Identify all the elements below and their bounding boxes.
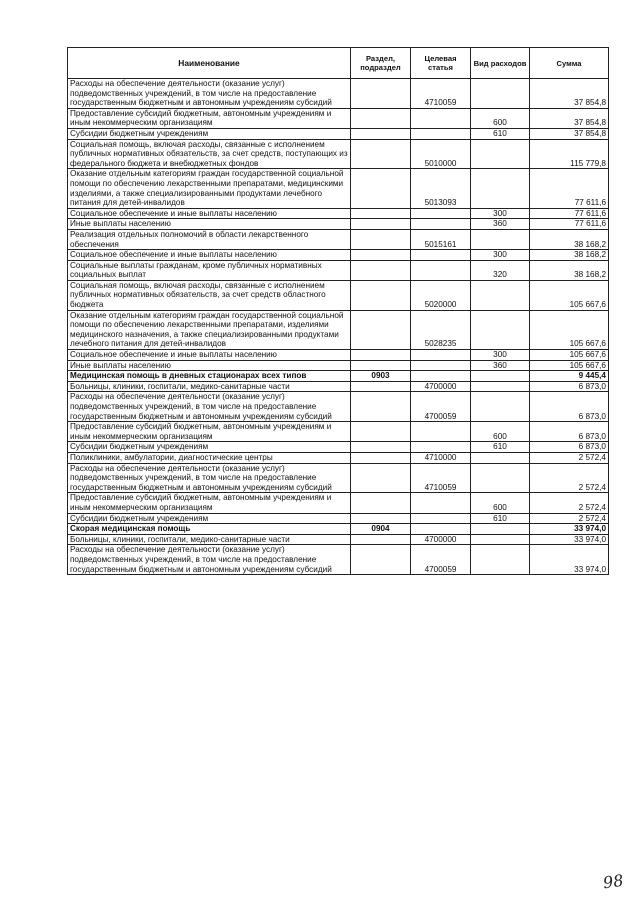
cell-section — [351, 381, 411, 392]
table-row — [68, 442, 609, 453]
table-row — [68, 229, 609, 249]
table-row — [68, 250, 609, 261]
cell-sum: 2 572,4 — [530, 463, 609, 493]
cell-name: Расходы на обеспечение деятельности (оказание услуг) подведомственных учреждений, в том числе на предоставление государственным бюджетным и автономным учреждениям субсидий — [68, 392, 351, 422]
cell-section — [351, 250, 411, 261]
cell-sum: 33 974,0 — [530, 534, 609, 545]
cell-sum: 77 611,6 — [530, 169, 609, 208]
cell-sum: 105 667,6 — [530, 280, 609, 310]
cell-name: Оказание отдельным категориям граждан государственной социальной помощи по обеспечению лекарственными препаратами, медицинскими изделиями, а также специализированными продуктами лечебного питания для детей-инвалидов — [68, 169, 351, 208]
table-body — [68, 79, 609, 575]
cell-sum: 38 168,2 — [530, 250, 609, 261]
cell-target: 4700000 — [411, 381, 471, 392]
cell-sum: 105 667,6 — [530, 310, 609, 349]
cell-sum: 6 873,0 — [530, 442, 609, 453]
table-row — [68, 493, 609, 513]
cell-sum: 6 873,0 — [530, 392, 609, 422]
cell-sum: 2 572,4 — [530, 452, 609, 463]
cell-target: 4700059 — [411, 392, 471, 422]
cell-name: Предоставление субсидий бюджетным, автономным учреждениям и иным некоммерческим организациям — [68, 108, 351, 128]
cell-sum: 6 873,0 — [530, 381, 609, 392]
table-row — [68, 208, 609, 219]
cell-type — [471, 392, 530, 422]
cell-target: 4700000 — [411, 534, 471, 545]
cell-name: Предоставление субсидий бюджетным, автономным учреждениям и иным некоммерческим организациям — [68, 422, 351, 442]
cell-section — [351, 350, 411, 361]
cell-type: 300 — [471, 350, 530, 361]
cell-target: 4710000 — [411, 452, 471, 463]
cell-section — [351, 169, 411, 208]
cell-name: Расходы на обеспечение деятельности (оказание услуг) подведомственных учреждений, в том числе на предоставление государственным бюджетным и автономным учреждениям субсидий — [68, 545, 351, 575]
cell-type — [471, 381, 530, 392]
cell-target: 5015161 — [411, 229, 471, 249]
cell-target — [411, 524, 471, 535]
cell-name: Расходы на обеспечение деятельности (оказание услуг) подведомственных учреждений, в том числе на предоставление государственным бюджетным и автономным учреждениям субсидий — [68, 463, 351, 493]
cell-name: Субсидии бюджетным учреждениям — [68, 513, 351, 524]
cell-section — [351, 310, 411, 349]
column-header-name: Наименование — [68, 48, 351, 79]
cell-sum: 105 667,6 — [530, 360, 609, 371]
cell-section — [351, 513, 411, 524]
table-row — [68, 463, 609, 493]
cell-target — [411, 219, 471, 230]
cell-sum: 6 873,0 — [530, 422, 609, 442]
table-row — [68, 139, 609, 169]
cell-section — [351, 422, 411, 442]
cell-sum: 33 974,0 — [530, 524, 609, 535]
cell-name: Поликлиники, амбулатории, диагностические центры — [68, 452, 351, 463]
cell-sum: 115 779,8 — [530, 139, 609, 169]
cell-section — [351, 534, 411, 545]
cell-name: Социальное обеспечение и иные выплаты населению — [68, 250, 351, 261]
table-row — [68, 545, 609, 575]
cell-type: 600 — [471, 108, 530, 128]
budget-table — [67, 47, 609, 575]
cell-section — [351, 219, 411, 230]
cell-name: Субсидии бюджетным учреждениям — [68, 128, 351, 139]
cell-section — [351, 463, 411, 493]
cell-sum: 38 168,2 — [530, 229, 609, 249]
cell-target — [411, 360, 471, 371]
cell-type — [471, 463, 530, 493]
table-row — [68, 79, 609, 109]
cell-sum: 105 667,6 — [530, 350, 609, 361]
cell-section — [351, 452, 411, 463]
cell-target: 5010000 — [411, 139, 471, 169]
cell-section — [351, 360, 411, 371]
cell-section — [351, 545, 411, 575]
cell-section — [351, 280, 411, 310]
cell-type: 610 — [471, 513, 530, 524]
cell-target — [411, 128, 471, 139]
cell-sum: 77 611,6 — [530, 219, 609, 230]
cell-target — [411, 250, 471, 261]
table-row — [68, 169, 609, 208]
cell-section — [351, 128, 411, 139]
cell-name: Больницы, клиники, госпитали, медико-санитарные части — [68, 381, 351, 392]
table-row — [68, 452, 609, 463]
page-number: 98 — [601, 870, 625, 893]
cell-name: Социальное обеспечение и иные выплаты населению — [68, 350, 351, 361]
cell-sum: 38 168,2 — [530, 260, 609, 280]
table-row — [68, 360, 609, 371]
table-row — [68, 280, 609, 310]
cell-section — [351, 229, 411, 249]
cell-target — [411, 260, 471, 280]
cell-section — [351, 493, 411, 513]
cell-type: 610 — [471, 442, 530, 453]
cell-target — [411, 371, 471, 382]
table-row — [68, 381, 609, 392]
table-row — [68, 128, 609, 139]
cell-section — [351, 392, 411, 422]
column-header-section: Раздел, подраздел — [351, 48, 411, 79]
cell-type — [471, 280, 530, 310]
cell-type — [471, 79, 530, 109]
table-header-row — [68, 48, 609, 79]
cell-target — [411, 513, 471, 524]
cell-section — [351, 79, 411, 109]
cell-section — [351, 208, 411, 219]
table-row — [68, 392, 609, 422]
cell-name: Иные выплаты населению — [68, 360, 351, 371]
cell-name: Оказание отдельным категориям граждан государственной социальной помощи по обеспечению лекарственными препаратами, изделиями медицинского назначения, а также специализированными продуктами лечебного питания для детей-инвалидов — [68, 310, 351, 349]
cell-type — [471, 310, 530, 349]
cell-sum: 2 572,4 — [530, 513, 609, 524]
cell-name: Субсидии бюджетным учреждениям — [68, 442, 351, 453]
cell-name: Иные выплаты населению — [68, 219, 351, 230]
cell-type — [471, 169, 530, 208]
cell-name: Реализация отдельных полномочий в области лекарственного обеспечения — [68, 229, 351, 249]
cell-section — [351, 442, 411, 453]
cell-type — [471, 452, 530, 463]
cell-target — [411, 422, 471, 442]
cell-name: Социальные выплаты гражданам, кроме публичных нормативных социальных выплат — [68, 260, 351, 280]
cell-sum: 77 611,6 — [530, 208, 609, 219]
cell-sum: 37 854,8 — [530, 79, 609, 109]
table-row — [68, 513, 609, 524]
cell-type: 360 — [471, 360, 530, 371]
cell-target — [411, 442, 471, 453]
cell-name: Медицинская помощь в дневных стационарах всех типов — [68, 371, 351, 382]
cell-target: 4700059 — [411, 545, 471, 575]
table-row — [68, 524, 609, 535]
cell-section: 0903 — [351, 371, 411, 382]
cell-target — [411, 493, 471, 513]
column-header-sum: Сумма — [530, 48, 609, 79]
table-row — [68, 534, 609, 545]
cell-name: Больницы, клиники, госпитали, медико-санитарные части — [68, 534, 351, 545]
cell-sum: 37 854,8 — [530, 108, 609, 128]
cell-type: 610 — [471, 128, 530, 139]
table-row — [68, 260, 609, 280]
table-row — [68, 350, 609, 361]
cell-target: 5020000 — [411, 280, 471, 310]
cell-target: 4710059 — [411, 79, 471, 109]
cell-type: 300 — [471, 250, 530, 261]
cell-type — [471, 534, 530, 545]
cell-name: Скорая медицинская помощь — [68, 524, 351, 535]
cell-type: 320 — [471, 260, 530, 280]
cell-section — [351, 108, 411, 128]
cell-name: Социальная помощь, включая расходы, связанные с исполнением публичных нормативных обязательств, за счет средств, поступающих из федерального бюджета и внебюджетных фондов — [68, 139, 351, 169]
cell-name: Социальное обеспечение и иные выплаты населению — [68, 208, 351, 219]
cell-target — [411, 108, 471, 128]
cell-type — [471, 545, 530, 575]
table-row — [68, 219, 609, 230]
table-row — [68, 371, 609, 382]
cell-type: 300 — [471, 208, 530, 219]
cell-sum: 9 445,4 — [530, 371, 609, 382]
cell-sum: 37 854,8 — [530, 128, 609, 139]
cell-section — [351, 260, 411, 280]
cell-type: 360 — [471, 219, 530, 230]
cell-target: 5028235 — [411, 310, 471, 349]
cell-type: 600 — [471, 422, 530, 442]
column-header-target: Целевая статья — [411, 48, 471, 79]
cell-type — [471, 229, 530, 249]
cell-type: 600 — [471, 493, 530, 513]
table-row — [68, 422, 609, 442]
cell-section: 0904 — [351, 524, 411, 535]
cell-target: 4710059 — [411, 463, 471, 493]
cell-sum: 33 974,0 — [530, 545, 609, 575]
column-header-type: Вид расходов — [471, 48, 530, 79]
cell-name: Предоставление субсидий бюджетным, автономным учреждениям и иным некоммерческим организациям — [68, 493, 351, 513]
cell-type — [471, 371, 530, 382]
cell-type — [471, 139, 530, 169]
cell-target — [411, 350, 471, 361]
cell-name: Расходы на обеспечение деятельности (оказание услуг) подведомственных учреждений, в том числе на предоставление государственным бюджетным и автономным учреждениям субсидий — [68, 79, 351, 109]
cell-name: Социальная помощь, включая расходы, связанные с исполнением публичных нормативных обязательств, за счет средств областного бюджета — [68, 280, 351, 310]
cell-target: 5013093 — [411, 169, 471, 208]
cell-section — [351, 139, 411, 169]
cell-target — [411, 208, 471, 219]
table-row — [68, 310, 609, 349]
table-row — [68, 108, 609, 128]
cell-type — [471, 524, 530, 535]
cell-sum: 2 572,4 — [530, 493, 609, 513]
